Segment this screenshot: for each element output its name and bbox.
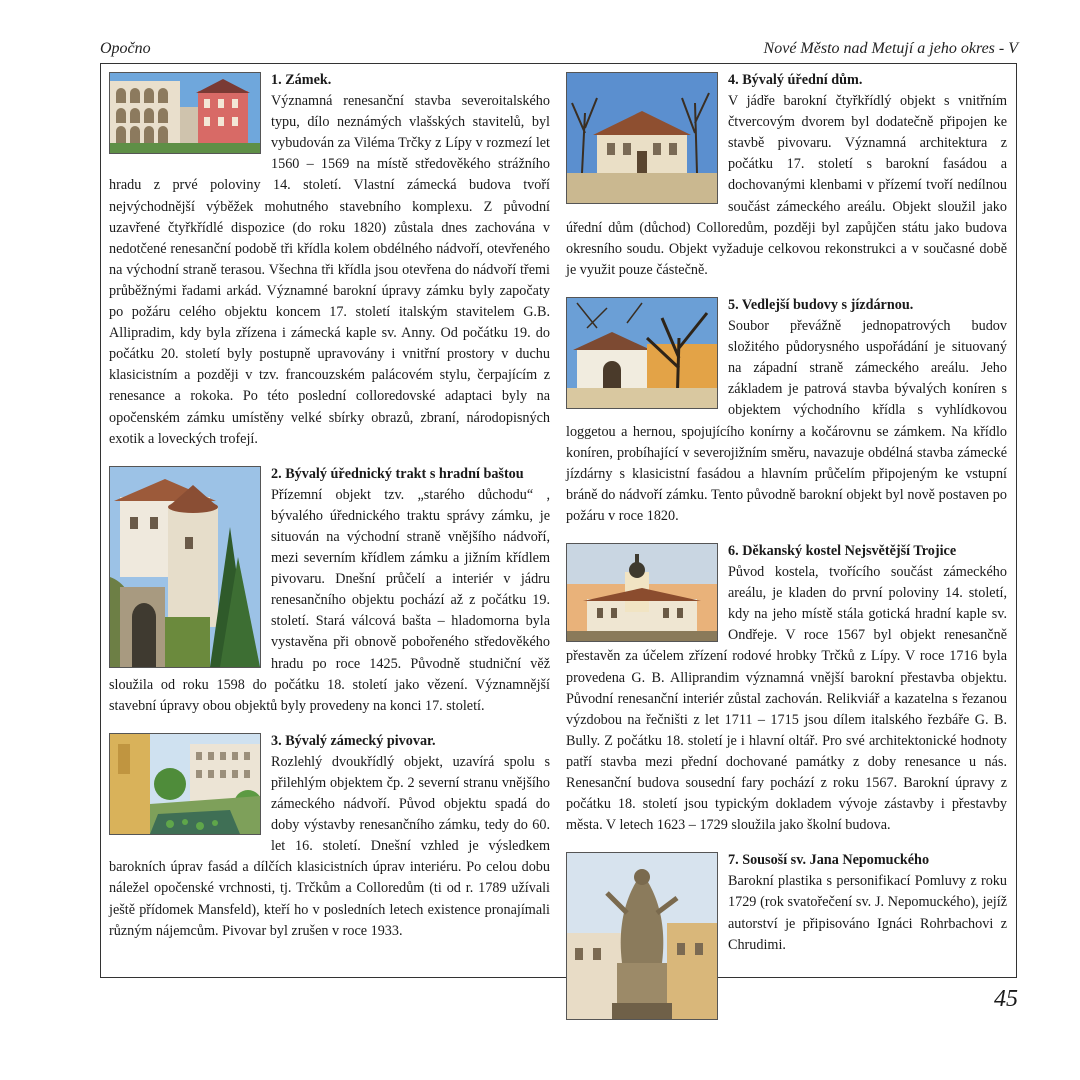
photo-church-trinity [566,543,718,642]
article-title: 3. Bývalý zámecký pivovar. [271,732,436,749]
photo-brewery-pond [109,733,261,835]
article-body: Soubor převážně jednopatrových budov složitého půdorysného uspořádání je situovaný na západní straně zámeckého areálu. Jeho základem je patrová stavba bývalých koníren s objektem východního křídla s vyhlídkovou loggetou a hernou, spojujícího konírny a kočárovnu se zámkem. Na křídlo koníren, probíhající v severojižním směru, navazuje obdélná stavba zámecké jízdárny s klasicistní fasádou a hlavním průčelím připojeným ke vstupní bráně do nádvoří zámku. Tento původně barokní objekt byl nově postaven po požáru v roce 1820. [566,318,1007,524]
article-body: Rozlehlý dvoukřídlý objekt, uzavírá spolu s přilehlým objektem čp. 2 severní stranu vnějšího zámeckého nádvoří. Původ objektu spadá do doby výstavby renesančního zámku, tedy do 60. let 16. století. Dnešní vzhled je výsledkem barokních úprav fasád a dílčích klasicistních úprav interiéru. Po celou dobu náležel opočenské vrchnosti, tj. Trčkům a Colloredům (ti od r. 1789 užívali ještě přídomek Mansfeld), kteří ho v posledních letech existence pronajímali různým nájemcům. Pivovar byl zrušen v roce 1933. [109,753,550,939]
photo-chateau-courtyard [109,72,261,154]
article-body: Významná renesanční stavba severoitalského typu, dílo neznámých vlašských stavitelů, byl vybudován za Viléma Trčky z Lípy v rozmezí let 1560 – 1569 na místě středověkého strážního hradu z prvé poloviny 14. století. Vlastní zámecká budova tvoří nejvýchodnější výběžek mohutného stavebního komplexu. Z původní uzavřené čtyřkřídlé dispozice (do roku 1820) zůstala dnes zachována v nedotčené renesanční podobě tři křídla kolem obdélného nádvoří, otevřeného na východní straně terasou. Všechna tři křídla jsou otevřena do nádvoří třemi průběžnými řadami arkád. Významné barokní úpravy zámku byly započaty po požáru celého objektu koncem 17. století italským stavitelem G.B. Allipradim, kdy byla zřízena i zámecká kaple sv. Anny. Od počátku 19. do počátku 20. století byly postupně upravovány i vnitřní prostory v duchu klasicistním a později v tzv. francouzském palácovém stylu, čerpajícím z renesance a rokoka. Po této poslední colloredovské adaptaci byly na opočenském zámku umístěny velké sbírky obrazů, zbraní, národopisných exotik a loveckých trofejí. [109,93,550,447]
page-number: 45 [994,986,1018,1012]
article-sousosi [566,850,1007,1024]
content-frame [100,63,1017,978]
article-body: Barokní plastika s personifikací Pomluvy z roku 1729 (rok svatořečení sv. J. Nepomuckého), jejíž autorství je připisováno Ignáci Rohrbachovi z Chrudimi. [728,873,1007,953]
photo-office-house [566,72,718,204]
photo-statue-nepomuk [566,852,718,1020]
running-header-left: Opočno [100,40,151,57]
article-title: 7. Sousoší sv. Jana Nepomuckého [728,852,930,869]
article-title: 5. Vedlejší budovy s jízdárnou. [728,296,914,313]
photo-riding-hall [566,297,718,409]
article-title: 4. Bývalý úřední dům. [728,72,863,88]
right-column [566,70,1007,1038]
photo-bastion-tower [109,466,261,668]
article-zamek [109,70,550,450]
article-body: V jádře barokní čtyřkřídlý objekt s vnitřním čtvercovým dvorem byl dodatečně připojen ke stavbě pivovaru. Významná architektura z počátku 17. století s barokní fasádou a dochovanými klenbami v přízemí tvoří nedílnou součást zámeckého areálu. Objekt sloužil jako úřední dům (důchod) Colloredům, později byl zapůjčen státu jako budova okresního soudu. Objekt vyžaduje celkovou rekonstrukci a v současné době je využit pouze částečně. [566,93,1007,278]
running-header-right: Nové Město nad Metují a jeho okres - V [763,40,1018,57]
article-body: Přízemní objekt tzv. „starého důchodu“ , bývalého úřednického traktu správy zámku, je situován na východní straně vnějšího nádvoří, mezi severním křídlem zámku a jižním křídlem pivovaru. Dnešní průčelí a interiér v jádru renesančního objektu pochází až z počátku 19. století. Stará válcová bašta – hladomorna byla vystavěna při obnově pobořeného středověkého hradu po roce 1425. Původně studniční věž sloužila od roku 1598 do počátku 18. století jako vězení. Významnější stavební úpravy obou objektů byly provedeny na konci 17. století. [109,486,550,714]
article-kostel [566,541,1007,836]
article-title: 6. Děkanský kostel Nejsvětější Trojice [728,542,957,559]
article-uredni-dum [566,70,1007,281]
article-title: 2. Bývalý úřednický trakt s hradní baštou [271,465,524,482]
article-jizdarna [566,295,1007,527]
article-body: Původ kostela, tvořícího součást zámeckého areálu, je kladen do první poloviny 14. století, kdy na jeho místě stála gotická hradní kaple sv. Ondřeje. V roce 1567 byl objekt renesančně přestavěn za účelem zřízení rodové hrobky Trčků z Lípy. V roce 1716 byla provedena G. B. Alliprandim významná vnější barokní přestavba objektu. Původní renesanční interiér zůstal zachován. Relikviář a kazatelna s řezanou výzdobou na řečništi z let 1711 – 1715 jsou dílem italského řezbáře G. B. Bully. Z počátku 18. století je i hlavní oltář. Pro své architektonické hodnoty patří stavba mezi přední dochované památky z doby renesance u nás. Renesanční budova sousední fary pochází z roku 1567. Barokní úpravy z počátku 18. století jsou typickým dokladem vývoje zástavby i přestavby města. V letech 1623 – 1729 sloužila jako školní budova. [566,564,1007,834]
article-title: 1. Zámek. [271,72,332,88]
article-pivovar [109,731,550,942]
article-urednicky-trakt [109,464,550,717]
left-column [109,70,550,956]
